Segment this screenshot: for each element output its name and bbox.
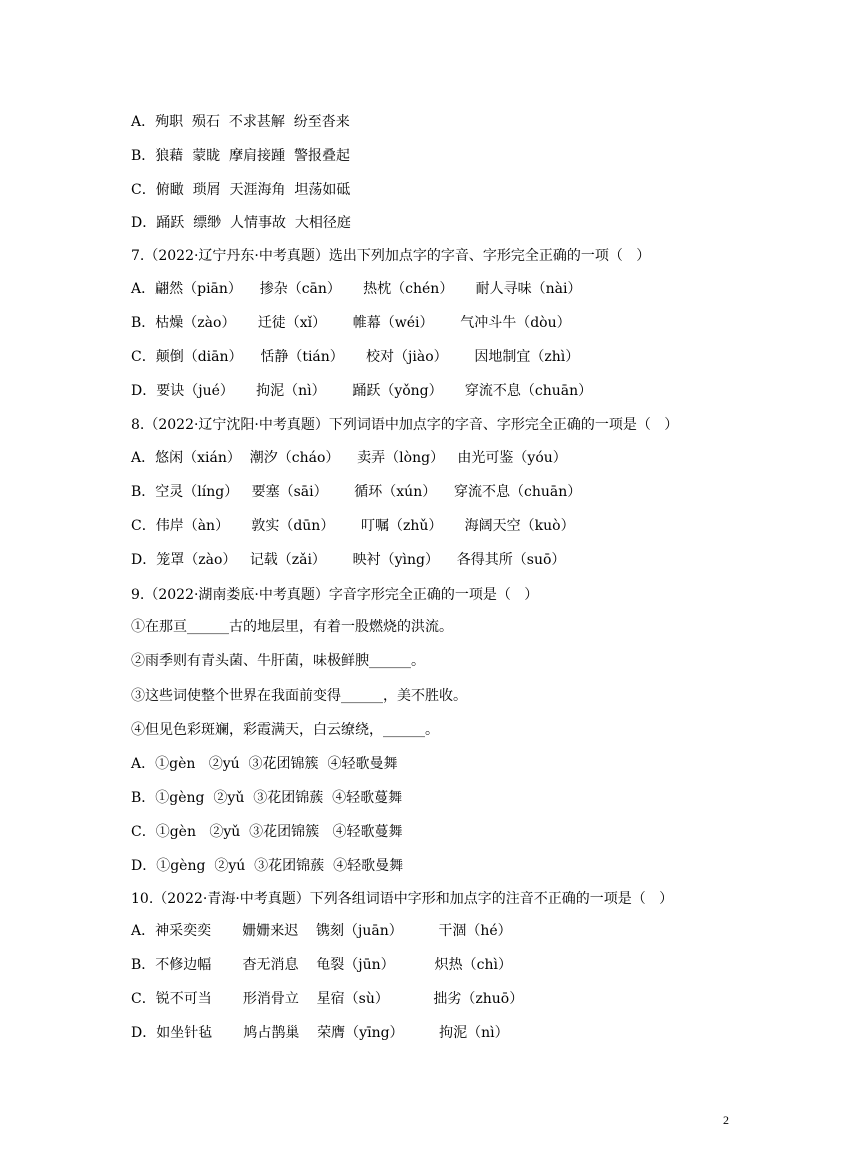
option-line: B．狼藉 蒙眬 摩肩接踵 警报叠起 [131, 148, 350, 164]
option-line: B．枯燥（zào） 迁徒（xǐ） 帷幕（wéi） 气冲斗牛（dòu） [131, 315, 571, 331]
page-number: 2 [723, 1113, 729, 1127]
blank-sentence: ③这些词使整个世界在我面前变得______，美不胜收。 [131, 688, 467, 704]
option-line: C．锐不可当 形消骨立 星宿（sù） 拙劣（zhuō） [131, 991, 524, 1007]
option-line: C．伟岸（àn） 敦实（dūn） 叮嘱（zhǔ） 海阔天空（kuò） [131, 518, 575, 534]
question-stem: 10.（2022·青海·中考真题）下列各组词语中字形和加点字的注音不正确的一项是（ ） [131, 891, 674, 907]
option-line: A．翩然（piān） 掺杂（cān） 热枕（chén） 耐人寻味（nài） [131, 281, 582, 297]
option-line: A．悠闲（xián） 潮汐（cháo） 卖弄（lòng） 由光可鉴（yóu） [131, 450, 567, 466]
blank-sentence: ④但见色彩斑斓，彩霞满天，白云缭绕，______。 [131, 722, 439, 738]
option-line: D．如坐针毡 鸠占鹊巢 荣膺（yīng） 拘泥（nì） [131, 1025, 509, 1041]
option-line: A．①gèn ②yú ③花团锦簇 ④轻歌曼舞 [131, 756, 398, 772]
option-line: D．①gèng ②yú ③花团锦蔟 ④轻歌曼舞 [131, 858, 404, 874]
blank-sentence: ①在那亘______古的地层里，有着一股燃烧的洪流。 [131, 619, 453, 635]
option-line: A．殉职 殒石 不求甚解 纷至沓来 [131, 114, 350, 130]
option-line: A．神采奕奕 姗姗来迟 镌刻（juān） 干涸（hé） [131, 923, 512, 939]
option-line: D．笼罩（zào） 记载（zǎi） 映衬（yìng） 各得其所（suō） [131, 552, 566, 568]
option-line: B．不修边幅 杳无消息 龟裂（jūn） 炽热（chì） [131, 957, 512, 973]
question-stem: 9.（2022·湖南娄底·中考真题）字音字形完全正确的一项是（ ） [131, 587, 539, 603]
blank-sentence: ②雨季则有青头菌、牛肝菌，味极鲜腴______。 [131, 653, 425, 669]
option-line: B．空灵（líng） 要塞（sāi） 循环（xún） 穿流不息（chuān） [131, 484, 582, 500]
option-line: D．踊跃 缥缈 人情事故 大相径庭 [131, 215, 351, 231]
option-line: C．俯瞰 琐屑 天涯海角 坦荡如砥 [131, 182, 351, 198]
question-stem: 7.（2022·辽宁丹东·中考真题）选出下列加点字的字音、字形完全正确的一项（ ） [131, 248, 651, 264]
option-line: D．要诀（jué） 拘泥（nì） 踊跃（yǒng） 穿流不息（chuān） [131, 383, 593, 399]
option-line: C．①gèn ②yǔ ③花团锦簇 ④轻歌蔓舞 [131, 824, 403, 840]
option-line: B．①gèng ②yǔ ③花团锦蔟 ④轻歌蔓舞 [131, 790, 403, 806]
option-line: C．颠倒（diān） 恬静（tián） 校对（jiào） 因地制宜（zhì） [131, 349, 580, 365]
question-stem: 8.（2022·辽宁沈阳·中考真题）下列词语中加点字的字音、字形完全正确的一项是（ ） [131, 417, 679, 433]
